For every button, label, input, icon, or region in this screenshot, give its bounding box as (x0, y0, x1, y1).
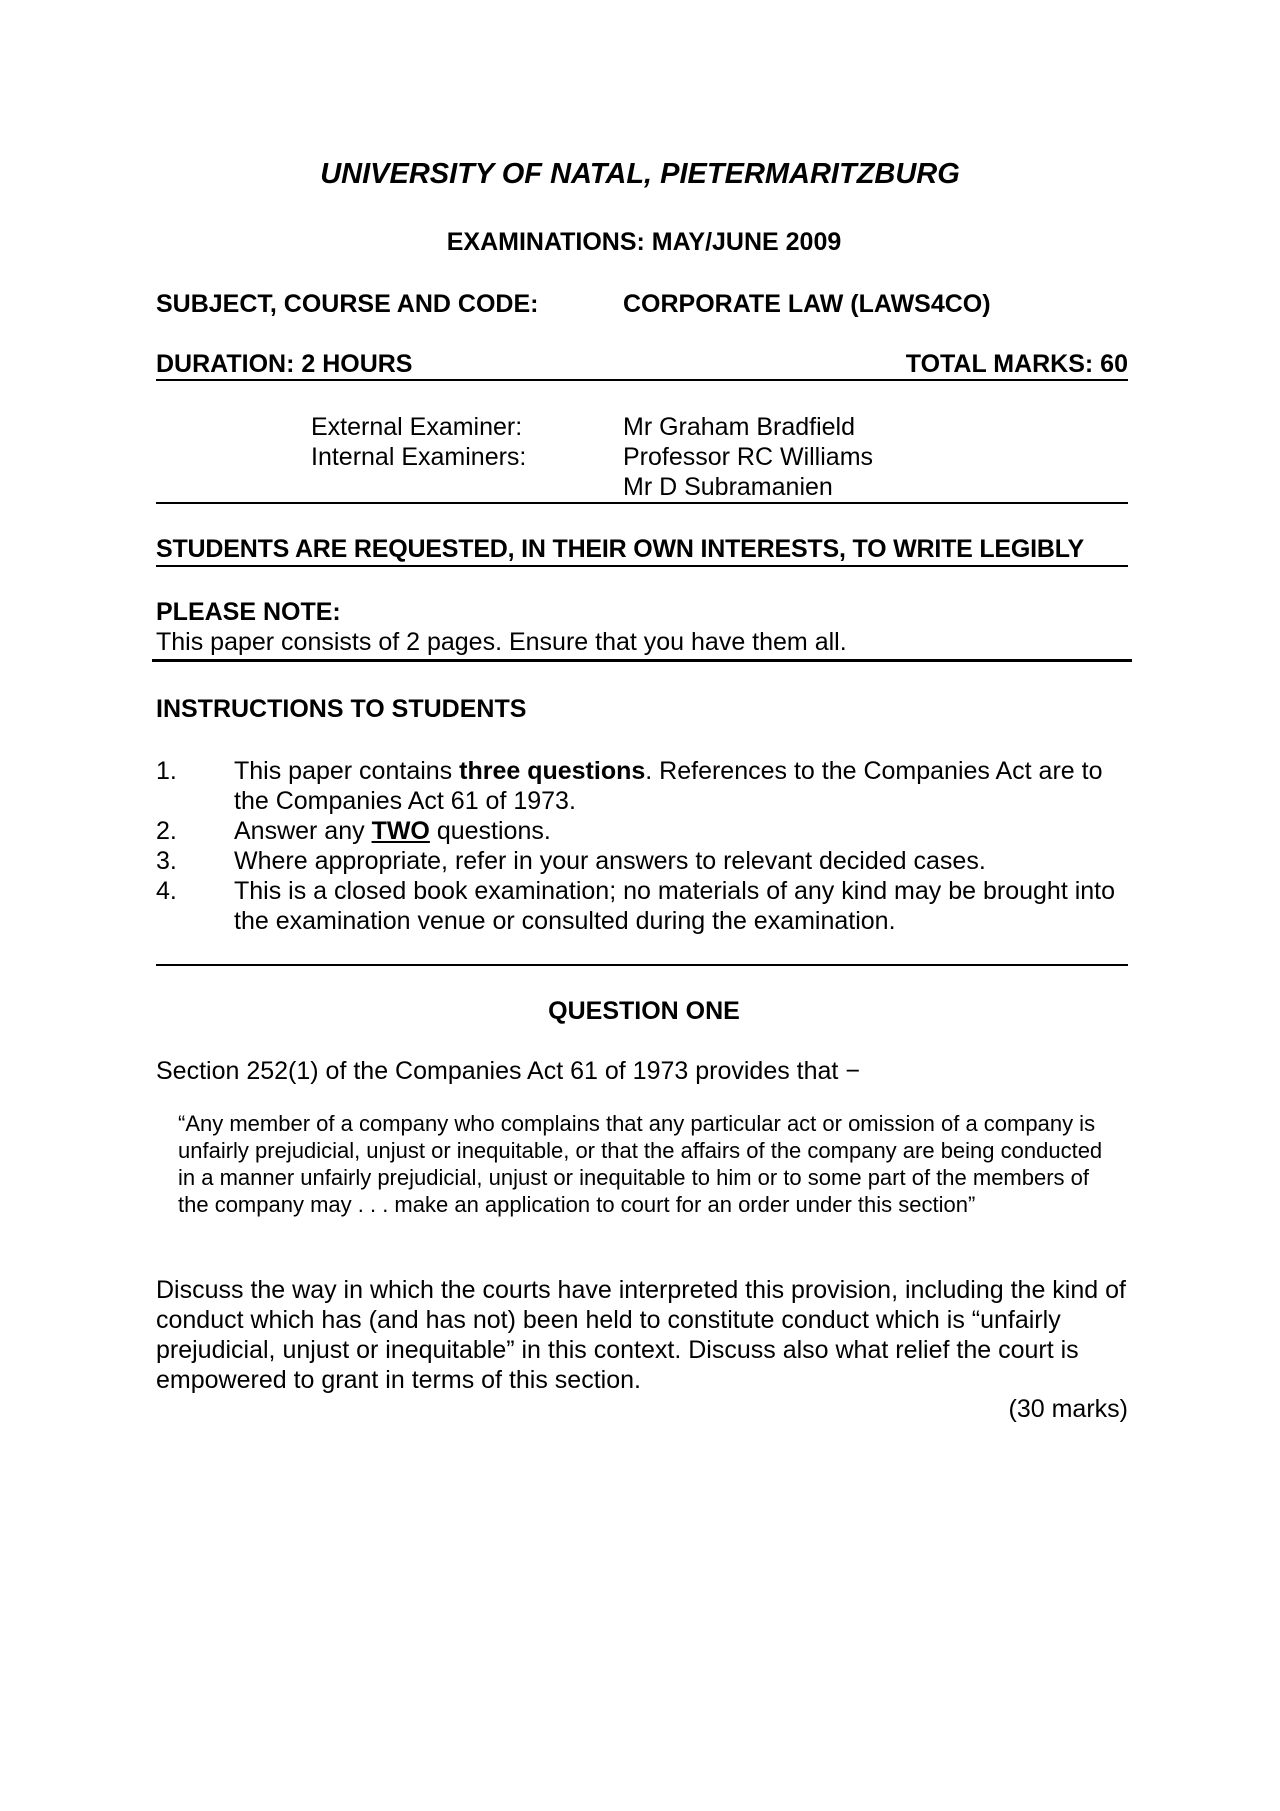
subject-value: CORPORATE LAW (LAWS4CO) (623, 290, 991, 318)
internal-examiners-label: Internal Examiners: (311, 443, 527, 471)
instruction-text: Where appropriate, refer in your answers to relevant decided cases. (234, 847, 986, 875)
duration: DURATION: 2 HOURS (156, 350, 413, 378)
instruction-text: This paper contains three questions. References to the Companies Act are to the Companies Act 61 of 1973. (234, 757, 1103, 815)
divider-legibility (156, 565, 1128, 567)
instruction-item (156, 876, 1136, 936)
legibility-notice: STUDENTS ARE REQUESTED, IN THEIR OWN INTERESTS, TO WRITE LEGIBLY (156, 535, 1085, 563)
please-note-heading: PLEASE NOTE: (156, 598, 341, 626)
instructions-heading: INSTRUCTIONS TO STUDENTS (156, 695, 527, 723)
instruction-number: 4. (156, 877, 177, 905)
instruction-item (156, 816, 1136, 846)
divider-header (156, 379, 1128, 381)
total-marks: TOTAL MARKS: 60 (905, 350, 1128, 378)
instruction-number: 1. (156, 757, 177, 785)
instruction-item (156, 846, 1136, 876)
university-title: UNIVERSITY OF NATAL, PIETERMARITZBURG (320, 158, 960, 190)
question-marks: (30 marks) (1008, 1395, 1128, 1423)
please-note-text: This paper consists of 2 pages. Ensure that you have them all. (156, 628, 847, 656)
instruction-item (156, 756, 1136, 816)
divider-instructions (156, 964, 1128, 966)
divider-examiners (156, 502, 1128, 504)
subject-label: SUBJECT, COURSE AND CODE: (156, 290, 539, 318)
internal-examiner-name: Mr D Subramanien (623, 473, 833, 501)
instruction-number: 2. (156, 817, 177, 845)
external-examiner-label: External Examiner: (311, 413, 523, 441)
question-body: Discuss the way in which the courts have interpreted this provision, including the kind of conduct which has (and has not) been held to constitute conduct which is “unfairly prejudicial, unjust or inequitable” in this context. Discuss also what relief the court is empowered to grant in terms of this section. (156, 1276, 1126, 1394)
exam-period: EXAMINATIONS: MAY/JUNE 2009 (446, 228, 842, 256)
instruction-number: 3. (156, 847, 177, 875)
statute-quote: “Any member of a company who complains that any particular act or omission of a company is unfairly prejudicial, unjust or inequitable, or that the affairs of the company are being conducted in a manner unfairly prejudicial, unjust or inequitable to him or to some part of the members of the company may . . . make an application to court for an order under this section” (178, 1111, 1103, 1217)
internal-examiner-name: Professor RC Williams (623, 443, 874, 471)
instruction-text: Answer any TWO questions. (234, 817, 551, 845)
divider-note (152, 659, 1132, 662)
question-heading: QUESTION ONE (548, 997, 740, 1025)
external-examiner-name: Mr Graham Bradfield (623, 413, 856, 441)
question-intro: Section 252(1) of the Companies Act 61 of 1973 provides that − (156, 1057, 860, 1085)
instruction-text: This is a closed book examination; no materials of any kind may be brought into the examination venue or consulted during the examination. (234, 877, 1116, 935)
